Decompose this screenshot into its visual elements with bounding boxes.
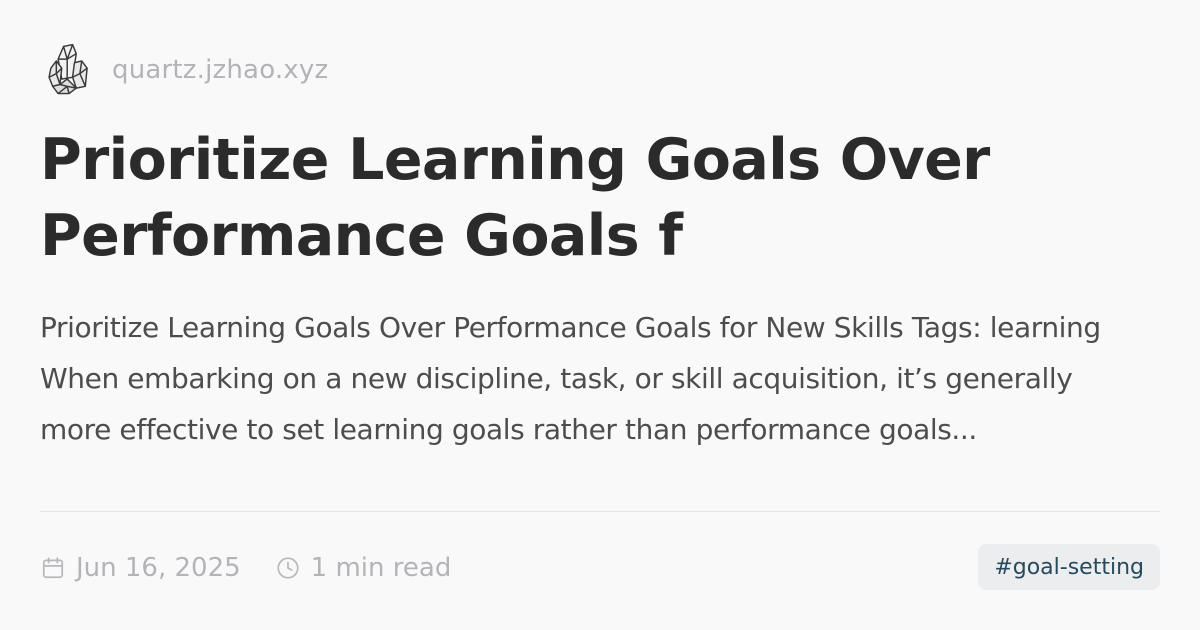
page-description: Prioritize Learning Goals Over Performance Goals for New Skills Tags: learning When embarking on a new discipline, task, or skill acquisition, it’s generally more effective to set learning goals rather than performance goals... bbox=[40, 311, 1101, 446]
clock-icon bbox=[275, 555, 301, 581]
crystal-logo-icon bbox=[40, 41, 98, 99]
page-title-line-2: Performance Goals f bbox=[40, 203, 683, 269]
site-url[interactable]: quartz.jzhao.xyz bbox=[112, 55, 329, 85]
read-time bbox=[275, 553, 452, 583]
calendar-icon bbox=[40, 555, 66, 581]
divider bbox=[40, 511, 1160, 512]
page-title-line-1: Prioritize Learning Goals Over bbox=[40, 127, 990, 193]
tag-goal-setting[interactable]: #goal-setting bbox=[978, 544, 1160, 590]
read-time-text: 1 min read bbox=[310, 553, 452, 583]
publish-date-text: Jun 16, 2025 bbox=[76, 553, 241, 583]
publish-date bbox=[40, 553, 241, 583]
page-title bbox=[40, 122, 1160, 274]
og-card bbox=[40, 0, 1160, 630]
page-meta bbox=[40, 546, 451, 590]
site-header bbox=[40, 38, 328, 102]
